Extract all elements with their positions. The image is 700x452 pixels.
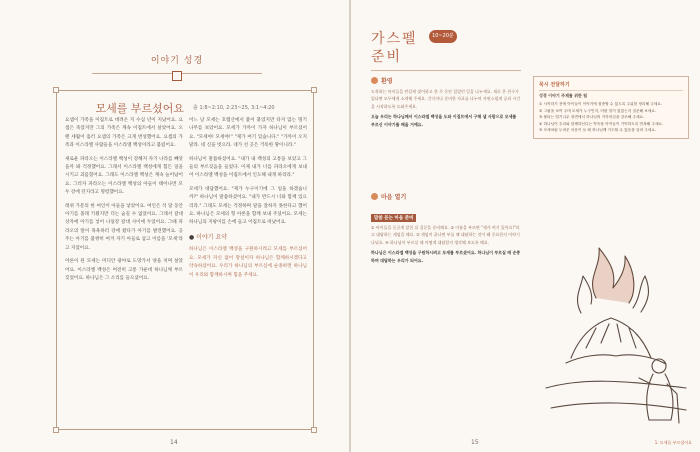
story-title: 모세를 부르셨어요 xyxy=(95,102,184,115)
story-paragraph: 요셉이 가족을 이집트로 데려온 지 수십 년이 지났어요. 요셉은 죽었지만 그의 가족은 계속 이집트에서 살았어요. 오랜 세월이 흘러 요셉의 가족은 크게 번성했어요. 요셉의 가족과 이스라엘 사람들을 이스라엘 백성이라고 불렀어요. xyxy=(65,118,183,149)
open-heart-section xyxy=(371,192,521,264)
banner-title-line-2: 준비 xyxy=(371,49,403,65)
story-paragraph: 어느 날 모세는 호렙산에서 불이 붙었지만 타지 않는 떨기나무를 보았어요. 모세가 가까이 가자 하나님이 부르셨어요. "모세야! 모세야!" "제가 여기 있습니다." "가까이 오지 말라. 네 신을 벗으라. 네가 선 곳은 거룩한 땅이니라." xyxy=(189,118,307,149)
footer-lesson-title: 1. 모세를 부르셨어요 xyxy=(654,440,692,445)
frame-corner-icon xyxy=(53,427,59,433)
story-column-2 xyxy=(189,117,307,280)
story-paragraph: 어른이 된 모세는 미디안 광야로 도망가서 양을 치며 살았어요. 이스라엘 백성은 여전히 고통 가운데 하나님께 부르짖었어요. 하나님은 그 소리를 들으셨어요. xyxy=(65,259,183,281)
story-paragraph: 모세가 대답했어요. "제가 누구이기에 그 일을 하겠습니까?" 하나님이 말씀하셨어요. "내가 반드시 너와 함께 있으리라." 그래도 모세는 걱정하며 말을 잘하지 못한다고 했어요. 하나님은 모세의 형 아론을 함께 보내 주셨어요. 모세는 하나님의 지팡이를 손에 들고 이집트로 떠났어요. xyxy=(189,186,307,226)
banner-divider xyxy=(371,70,521,71)
story-frame xyxy=(56,90,314,430)
banner-title-line-1: 가스펠 xyxy=(371,31,418,47)
welcome-key-text xyxy=(371,113,521,128)
open-heart-title: 마음 열기 xyxy=(381,194,407,201)
frame-corner-icon xyxy=(53,87,59,93)
tips-box xyxy=(533,76,689,139)
welcome-bold: 오늘 우리는 하나님께서 이스라엘 백성을 도와 이집트에서 구해 낼 사람으로 모세를 부르신 이야기를 배울 거예요. xyxy=(371,114,517,127)
scripture-reference: 출 1:8~2:10, 2:23~25, 3:1~4:20 xyxy=(193,105,275,111)
story-paragraph: 새로운 파라오는 이스라엘 백성이 강해져 자기 나라를 빼앗을까 봐 걱정했어요. 그래서 이스라엘 백성에게 힘든 일을 시키고 괴롭혔어요. 그래도 이스라엘 백성은 계속 늘어났어요. 그러자 파라오는 이스라엘 백성의 아들이 태어나면 모두 강에 던지라고 명령했어요. xyxy=(65,156,183,196)
open-heart-subtitle: 말씀 듣는 마음 준비 xyxy=(371,214,416,222)
tips-title: 묵시 전달하기 xyxy=(539,81,683,91)
frame-corner-icon xyxy=(311,427,317,433)
summary-title: 이야기 요약 xyxy=(196,233,228,241)
time-badge: 10~20분 xyxy=(429,30,457,43)
story-paragraph: 레위 가문의 한 여인이 아들을 낳았어요. 여인은 석 달 동안 아기를 몰래 키웠지만 더는 숨길 수 없었어요. 그래서 갈대 상자에 아기를 넣어 나일강 갈대 사이에 두었어요. 그때 파라오의 딸이 목욕하러 강에 왔다가 아기를 발견했어요. 공주는 아기를 불쌍히 여겨 자기 아들로 삼고 이름을 '모세'라고 지었어요. xyxy=(65,203,183,251)
welcome-title: 환영 xyxy=(381,78,393,85)
summary-text: 하나님은 이스라엘 백성을 구원하시려고 모세를 부르셨어요. 모세가 자신 없어 망설이자 하나님은 함께하시겠다고 약속하셨어요. 우리가 하나님의 부르심에 순종하면 하나님이 우리와 함께하시며 힘을 주세요. xyxy=(189,247,307,278)
welcome-text: 도착하는 아이들을 반갑게 맞이하고 한 주 동안 있었던 일을 나누세요. 새로 온 친구가 있다면 모두에게 소개해 주세요. 간식이나 준비한 자료를 나누며 자연스럽게 공과 시간을 시작하도록 도와주세요. xyxy=(371,89,521,109)
open-heart-text: ① 아이들을 둥글게 앉힌 뒤 질문을 준비해요. ② 이름을 부르면 "제가 여기 있어요!"라고 대답하는 게임을 해요. ③ 게임이 끝나면 부를 때 대답하는 것이 왜 중요한지 이야기 나눠요. ④ 하나님이 부르실 때 어떻게 대답할지 생각해 보도록 해요. xyxy=(371,225,520,245)
gospel-banner xyxy=(371,28,454,66)
welcome-icon xyxy=(371,77,378,84)
frame-corner-icon xyxy=(311,87,317,93)
bullet-icon: ● xyxy=(189,233,197,241)
section-notch-icon xyxy=(172,71,182,81)
section-header xyxy=(92,48,262,74)
heart-icon xyxy=(371,193,378,200)
open-heart-key-text xyxy=(371,249,521,264)
tip-item: ② 그림을 보여 주며 모세가 누구인지, 어떤 일이 있었는지 질문해 보세요. xyxy=(539,108,657,113)
section-label: 이야기 성경 xyxy=(150,56,204,66)
story-header xyxy=(65,97,305,116)
story-paragraph: 하나님이 말씀하셨어요. "내가 내 백성의 고통을 보았고 그들의 부르짖음을 들었다. 이제 내가 너를 파라오에게 보내어 이스라엘 백성을 이집트에서 인도해 내게 하리라." xyxy=(189,156,307,179)
tip-item: ④ 하나님이 우리와 함께하신다는 약속을 아이들이 기억하도록 반복해 주세요. xyxy=(539,121,664,126)
tips-list xyxy=(539,101,683,134)
page-number: 15 xyxy=(471,439,479,446)
open-heart-bold: 하나님은 이스라엘 백성을 구원하시려고 모세를 부르셨어요. 하나님이 부르실 때 순종하며 대답하는 우리가 되어요. xyxy=(371,250,521,263)
story-column-1 xyxy=(65,117,183,288)
tip-item: ③ 불타는 떨기나무 장면에서 하나님의 거룩하심을 강조해 주세요. xyxy=(539,115,645,120)
right-page xyxy=(351,0,700,452)
burning-bush-illustration xyxy=(541,238,691,428)
open-heart-heading xyxy=(371,192,521,201)
page-number: 14 xyxy=(170,439,178,446)
tips-subtitle: 성경 이야기 주제를 위한 팁 xyxy=(539,93,588,98)
welcome-heading xyxy=(371,76,521,85)
left-page xyxy=(0,0,349,452)
summary-heading xyxy=(189,234,307,242)
welcome-section xyxy=(371,76,521,128)
tip-item: ⑤ 모세처럼 두려운 마음이 들 때 하나님께 기도할 수 있음을 알려 주세요. xyxy=(539,128,657,133)
tip-item: ① 시작하기 전에 아이들이 이야기에 집중할 수 있도록 주위를 정리해 주세요. xyxy=(539,102,663,106)
